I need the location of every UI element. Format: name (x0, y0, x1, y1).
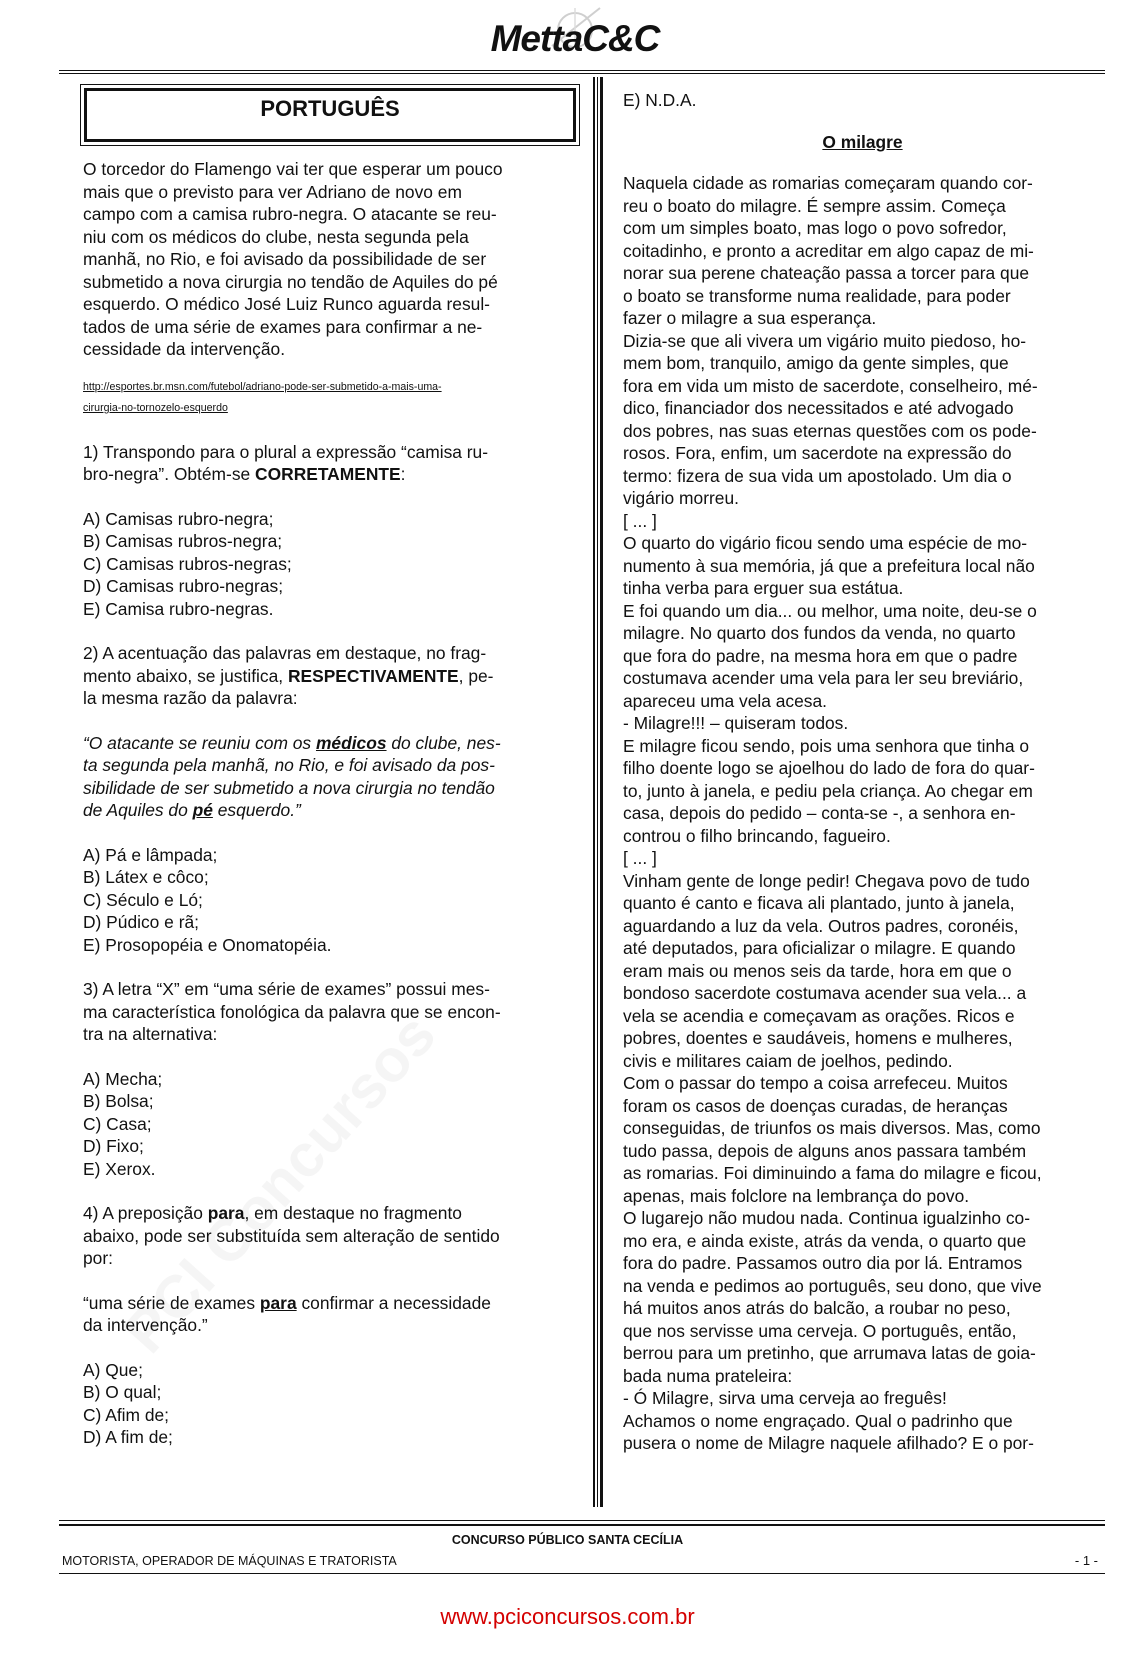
question-2 (83, 642, 563, 956)
q3-option-c[interactable]: C) Casa; (83, 1113, 152, 1134)
footer-rule (59, 1520, 1105, 1521)
q1-option-d[interactable]: D) Camisas rubro-negras; (83, 576, 284, 596)
q2-quote-line: de Aquiles do pé esquerdo.” (83, 800, 301, 820)
q1-option-e[interactable]: E) Camisa rubro-negras. (83, 598, 274, 619)
story-line: Vinham gente de longe pedir! Chegava povo de tudo (623, 870, 1030, 891)
story-line: que nos servisse uma cerveja. O português, então, (623, 1320, 1017, 1341)
source-url-line: cirurgia-no-tornozelo-esquerdo (83, 401, 228, 414)
q4-stem-line: abaixo, pode ser substituída sem alteração de sentido (83, 1225, 500, 1246)
story-line: Dizia-se que ali vivera um vigário muito piedoso, ho- (623, 330, 1027, 351)
story-title: O milagre (822, 131, 903, 152)
story-line: - Milagre!!! – quiseram todos. (623, 713, 849, 733)
q3-stem-line: 3) A letra “X” em “uma série de exames” possui mes- (83, 979, 490, 999)
right-column (623, 89, 1102, 1455)
q1-emphasis: CORRETAMENTE (255, 464, 401, 484)
story-line: Com o passar do tempo a coisa arrefeceu. Muitos (623, 1073, 1008, 1093)
intro-line: manhã, no Rio, e foi avisado da possibilidade de ser (83, 249, 487, 269)
exam-title: CONCURSO PÚBLICO SANTA CECÍLIA (451, 1533, 684, 1547)
story-line: fora em vida um misto de sacerdote, conselheiro, mé- (623, 375, 1038, 396)
footer-bottom-rule (59, 1573, 1105, 1574)
intro-line: niu com os médicos do clube, nesta segunda pela (83, 226, 469, 247)
story-line: [ ... ] (623, 510, 657, 531)
highlighted-word: para (259, 1292, 297, 1313)
intro-line: campo com a camisa rubro-negra. O atacante se reu- (83, 204, 497, 224)
q2-option-c[interactable]: C) Século e Ló; (83, 889, 203, 910)
highlighted-word: médicos (315, 732, 387, 753)
q1-option-a[interactable]: A) Camisas rubro-negra; (83, 508, 274, 529)
q4-option-e[interactable]: E) N.D.A. (623, 90, 697, 110)
story-line: mo era, e ainda existe, atrás da venda, o quarto que (623, 1230, 1027, 1251)
story-line: fora do padre. Passamos outro dia por lá. Entramos (623, 1253, 1023, 1273)
left-column (83, 158, 563, 1449)
story-line: coitadinho, e pronto a acreditar em algo capaz de mi- (623, 240, 1034, 261)
story-body (623, 172, 1102, 1455)
story-line: conseguidas, de triunfos os mais diversos. Mas, como (623, 1118, 1041, 1138)
story-line: [ ... ] (623, 848, 657, 868)
story-line: o boato se transforme numa realidade, para poder (623, 285, 1011, 306)
q3-option-e[interactable]: E) Xerox. (83, 1158, 156, 1179)
story-line: E foi quando um dia... ou melhor, uma noite, deu-se o (623, 600, 1037, 621)
q4-quote-line: “uma série de exames para confirmar a necessidade (83, 1292, 491, 1313)
source-url-link[interactable] (83, 377, 563, 419)
story-line: tudo passa, depois de alguns anos passara também (623, 1140, 1027, 1161)
question-1 (83, 441, 563, 621)
q4-stem-line: por: (83, 1248, 113, 1268)
logo-text: MettaC&C (490, 18, 660, 59)
q2-stem-line: la mesma razão da palavra: (83, 688, 298, 708)
story-line: costumava acender uma vela para ler seu breviário, (623, 668, 1024, 688)
q2-quote-line: sibilidade de ser submetido a nova cirurgia no tendão (83, 777, 495, 798)
story-line: O lugarejo não mudou nada. Continua igualzinho co- (623, 1208, 1031, 1228)
column-divider (593, 77, 603, 1507)
story-line: Naquela cidade as romarias começaram quando cor- (623, 173, 1033, 193)
header-rule (59, 70, 1105, 74)
q2-quote-line: “O atacante se reuniu com os médicos do clube, nes- (83, 732, 501, 753)
site-link[interactable]: www.pciconcursos.com.br (440, 1604, 695, 1629)
story-line: filho doente logo se ajoelhou do lado de fora do quar- (623, 758, 1035, 778)
intro-line: O torcedor do Flamengo vai ter que esperar um pouco (83, 159, 503, 179)
footer-rule-thick (59, 1524, 1105, 1526)
section-header-box (80, 84, 580, 146)
q2-stem-line: 2) A acentuação das palavras em destaque, no frag- (83, 643, 487, 663)
q4-stem-line: 4) A preposição para, em destaque no fragmento (83, 1203, 462, 1223)
story-line: fazer o milagre a sua esperança. (623, 308, 877, 328)
intro-line: mais que o previsto para ver Adriano de novo em (83, 181, 462, 202)
q2-quote-line: ta segunda pela manhã, no Rio, e foi avisado da pos- (83, 755, 495, 775)
story-line: rosos. Fora, enfim, um sacerdote na expressão do (623, 443, 1012, 463)
q2-option-b[interactable]: B) Látex e côco; (83, 867, 209, 887)
story-line: termo: fizera de sua vida um apostolado. Um dia o (623, 465, 1012, 486)
q1-option-b[interactable]: B) Camisas rubros-negra; (83, 531, 283, 551)
story-line: apareceu uma vela acesa. (623, 690, 827, 711)
story-line: Achamos o nome engraçado. Qual o padrinho que (623, 1410, 1013, 1431)
story-line: berrou para um pretinho, que arrumava latas de goia- (623, 1343, 1036, 1363)
story-line: quanto é canto e ficava ali plantado, junto à janela, (623, 893, 1015, 913)
story-line: eram mais ou menos seis da tarde, hora em que o (623, 960, 1012, 981)
q2-option-e[interactable]: E) Prosopopéia e Onomatopéia. (83, 934, 332, 955)
story-line: com um simples boato, mas logo o povo sofredor, (623, 218, 1007, 238)
story-line: vigário morreu. (623, 488, 739, 508)
q3-option-d[interactable]: D) Fixo; (83, 1136, 144, 1156)
story-line: reu o boato do milagre. É sempre assim. Começa (623, 195, 1006, 216)
intro-paragraph (83, 158, 563, 361)
section-title: PORTUGUÊS (260, 96, 400, 121)
story-line: vela se acendia e começavam as orações. Ricos e (623, 1005, 1015, 1026)
intro-line: cessidade da intervenção. (83, 339, 286, 359)
q4-option-a[interactable]: A) Que; (83, 1359, 143, 1380)
story-line: apenas, mais folclore na lembrança do povo. (623, 1185, 970, 1206)
exam-position: MOTORISTA, OPERADOR DE MÁQUINAS E TRATORISTA (62, 1554, 397, 1568)
intro-line: submetido a nova cirurgia no tendão de Aquiles do pé (83, 271, 498, 292)
story-line: - Ó Milagre, sirva uma cerveja ao freguês! (623, 1388, 947, 1408)
q2-option-a[interactable]: A) Pá e lâmpada; (83, 844, 218, 865)
story-line: norar sua perene chateação passa a torcer para que (623, 263, 1030, 283)
story-line: as romarias. Foi diminuindo a fama do milagre e ficou, (623, 1163, 1042, 1183)
story-line: dico, financiador dos necessitados e até advogado (623, 398, 1014, 418)
mettacc-logo (480, 12, 670, 72)
story-line: controu o filho brincando, fagueiro. (623, 825, 891, 846)
q4-option-b[interactable]: B) O qual; (83, 1382, 162, 1402)
q2-option-d[interactable]: D) Púdico e rã; (83, 912, 199, 932)
story-line: há muitos anos atrás do balcão, a roubar no peso, (623, 1298, 1011, 1318)
q2-emphasis: RESPECTIVAMENTE (287, 665, 459, 686)
story-line: E milagre ficou sendo, pois uma senhora que tinha o (623, 735, 1030, 756)
source-url-line: http://esportes.br.msn.com/futebol/adriano-pode-ser-submetido-a-mais-uma- (83, 380, 442, 393)
q3-option-a[interactable]: A) Mecha; (83, 1068, 163, 1089)
intro-line: esquerdo. O médico José Luiz Runco aguarda resul- (83, 294, 490, 314)
q3-option-b[interactable]: B) Bolsa; (83, 1091, 154, 1111)
q1-stem-line: bro-negra”. Obtém-se CORRETAMENTE: (83, 464, 406, 484)
story-line: to, junto à janela, e pediu pela criança. Ao chegar em (623, 780, 1033, 801)
q4-option-d[interactable]: D) A fim de; (83, 1427, 173, 1447)
story-line: até deputados, para oficializar o milagre. E quando (623, 938, 1016, 958)
q2-stem-line: mento abaixo, se justifica, RESPECTIVAMENTE, pe- (83, 665, 494, 686)
story-line: na venda e pedimos ao português, seu dono, que vive (623, 1275, 1042, 1296)
q1-option-c[interactable]: C) Camisas rubros-negras; (83, 553, 292, 574)
q3-stem-line: tra na alternativa: (83, 1024, 218, 1044)
story-line: mem bom, tranquilo, amigo da gente simples, que (623, 353, 1009, 373)
q4-option-c[interactable]: C) Afim de; (83, 1404, 170, 1425)
highlighted-word: pé (192, 800, 213, 820)
story-line: milagre. No quarto dos fundos da venda, no quarto (623, 623, 1016, 643)
story-line: bondoso sacerdote costumava acender sua vela... a (623, 983, 1027, 1003)
q2-quote (83, 732, 563, 822)
story-line: aguardando a luz da vela. Outros padres, coronéis, (623, 915, 1019, 936)
story-line: tinha verba para erguer sua estátua. (623, 578, 904, 598)
story-line: O quarto do vigário ficou sendo uma espécie de mo- (623, 533, 1028, 553)
q4-quote-line: da intervenção.” (83, 1315, 208, 1335)
story-line: bada numa prateleira: (623, 1365, 793, 1386)
story-line: pobres, doentes e saudáveis, homens e mulheres, (623, 1028, 1013, 1048)
q1-stem-line: 1) Transpondo para o plural a expressão “camisa ru- (83, 441, 489, 462)
page-number: - 1 - (1074, 1553, 1098, 1568)
story-line: que fora do padre, na mesma hora em que o padre (623, 645, 1018, 666)
story-line: pusera o nome de Milagre naquele afilhado? E o por- (623, 1433, 1034, 1453)
q3-stem-line: ma característica fonológica da palavra que se encon- (83, 1001, 501, 1022)
story-line: civis e militares caiam de joelhos, pedindo. (623, 1050, 953, 1071)
q4-emphasis: para (207, 1203, 245, 1223)
intro-line: tados de uma série de exames para confirmar a ne- (83, 316, 483, 337)
story-line: numento à sua memória, já que a prefeitura local não (623, 555, 1035, 576)
story-line: dos pobres, nas suas eternas questões com os pode- (623, 420, 1037, 441)
story-line: casa, depois do pedido – conta-se -, a senhora en- (623, 803, 1016, 823)
story-line: foram os casos de doenças curadas, de heranças (623, 1095, 1008, 1116)
